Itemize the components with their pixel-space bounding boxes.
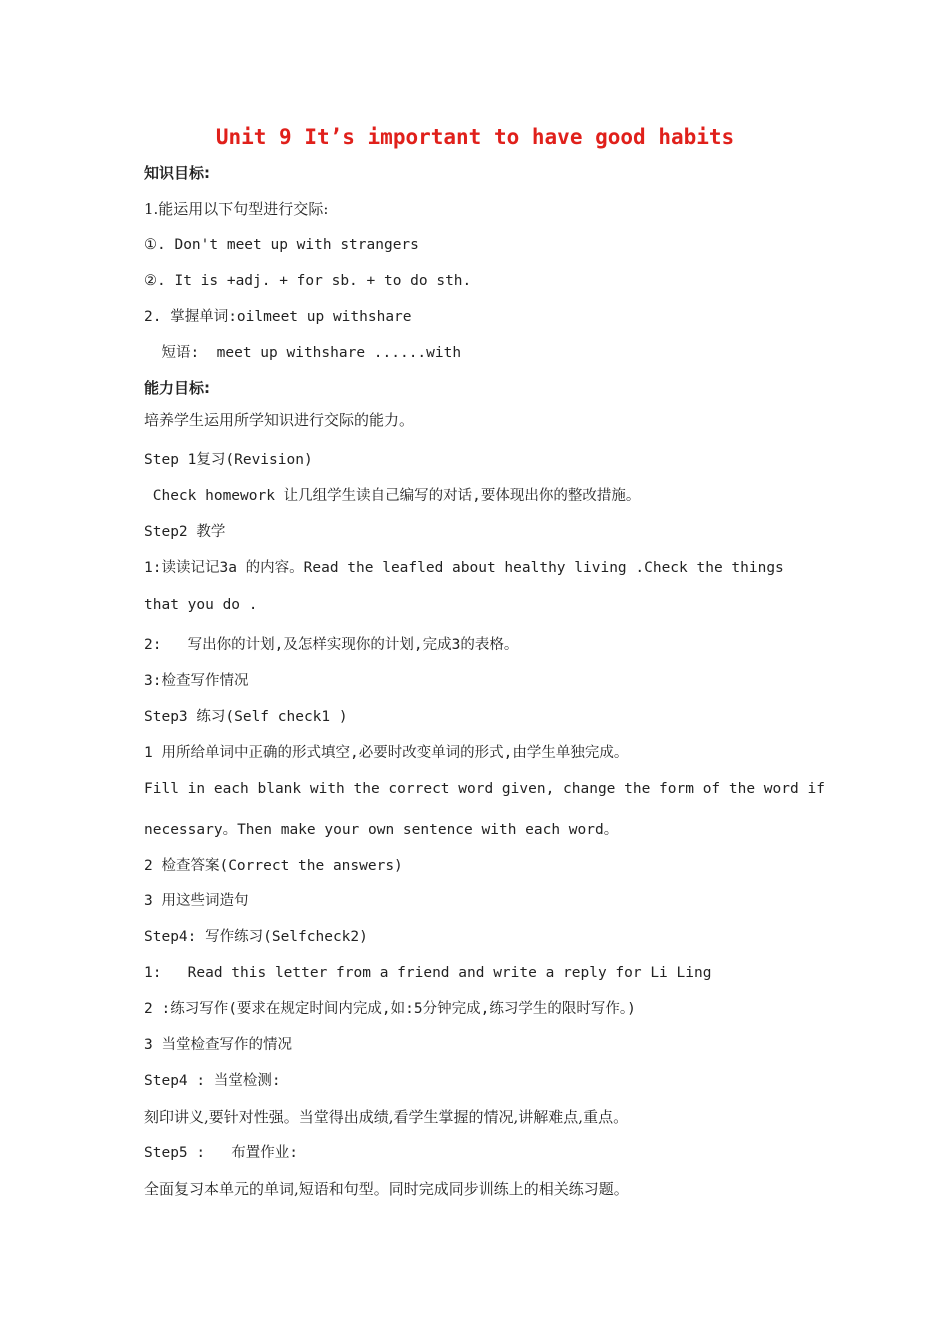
step-heading: Step3 练习(Self check1 ) bbox=[144, 709, 348, 725]
text-line: 3 当堂检查写作的情况 bbox=[144, 1037, 292, 1053]
section-heading-knowledge-goals: 知识目标: bbox=[144, 164, 210, 182]
section-heading-ability-goals: 能力目标: bbox=[144, 379, 210, 397]
text-line: 2: 写出你的计划,及怎样实现你的计划,完成3的表格。 bbox=[144, 637, 519, 653]
text-line: 1 用所给单词中正确的形式填空,必要时改变单词的形式,由学生单独完成。 bbox=[144, 745, 629, 761]
text-line: 培养学生运用所学知识进行交际的能力。 bbox=[144, 411, 415, 429]
step-heading: Step5 : 布置作业: bbox=[144, 1145, 299, 1161]
text-line: 2 :练习写作(要求在规定时间内完成,如:5分钟完成,练习学生的限时写作。) bbox=[144, 1001, 636, 1017]
text-line: 3 用这些词造句 bbox=[144, 893, 249, 909]
text-line: ②. It is +adj. + for sb. + to do sth. bbox=[144, 273, 472, 289]
text-line: Fill in each blank with the correct word given, change the form of the word if bbox=[144, 781, 825, 797]
document-title: Unit 9 It’s important to have good habits bbox=[215, 125, 735, 149]
step-heading: Step 1复习(Revision) bbox=[144, 452, 313, 468]
text-line: 1:读读记记3a 的内容。Read the leafled about healthy living .Check the things bbox=[144, 560, 784, 576]
text-line: 1: Read this letter from a friend and write a reply for Li Ling bbox=[144, 965, 712, 981]
text-line: 1.能运用以下句型进行交际: bbox=[144, 200, 329, 218]
text-line: Check homework 让几组学生读自己编写的对话,要体现出你的整改措施。 bbox=[144, 488, 641, 504]
step-heading: Step4: 写作练习(Selfcheck2) bbox=[144, 929, 368, 945]
step-heading: Step2 教学 bbox=[144, 524, 226, 540]
text-line: 2. 掌握单词:oilmeet up withshare bbox=[144, 309, 412, 325]
text-line: 全面复习本单元的单词,短语和句型。同时完成同步训练上的相关练习题。 bbox=[144, 1180, 629, 1198]
text-line: necessary。Then make your own sentence with each word。 bbox=[144, 822, 619, 838]
step-heading: Step4 : 当堂检测: bbox=[144, 1073, 281, 1089]
text-line: that you do . bbox=[144, 597, 258, 613]
text-line: 3:检查写作情况 bbox=[144, 673, 249, 689]
text-line: 短语: meet up withshare ......with bbox=[144, 345, 462, 361]
text-line: ①. Don't meet up with strangers bbox=[144, 237, 419, 253]
text-line: 2 检查答案(Correct the answers) bbox=[144, 858, 403, 874]
text-line: 刻印讲义,要针对性强。当堂得出成绩,看学生掌握的情况,讲解难点,重点。 bbox=[144, 1108, 629, 1126]
